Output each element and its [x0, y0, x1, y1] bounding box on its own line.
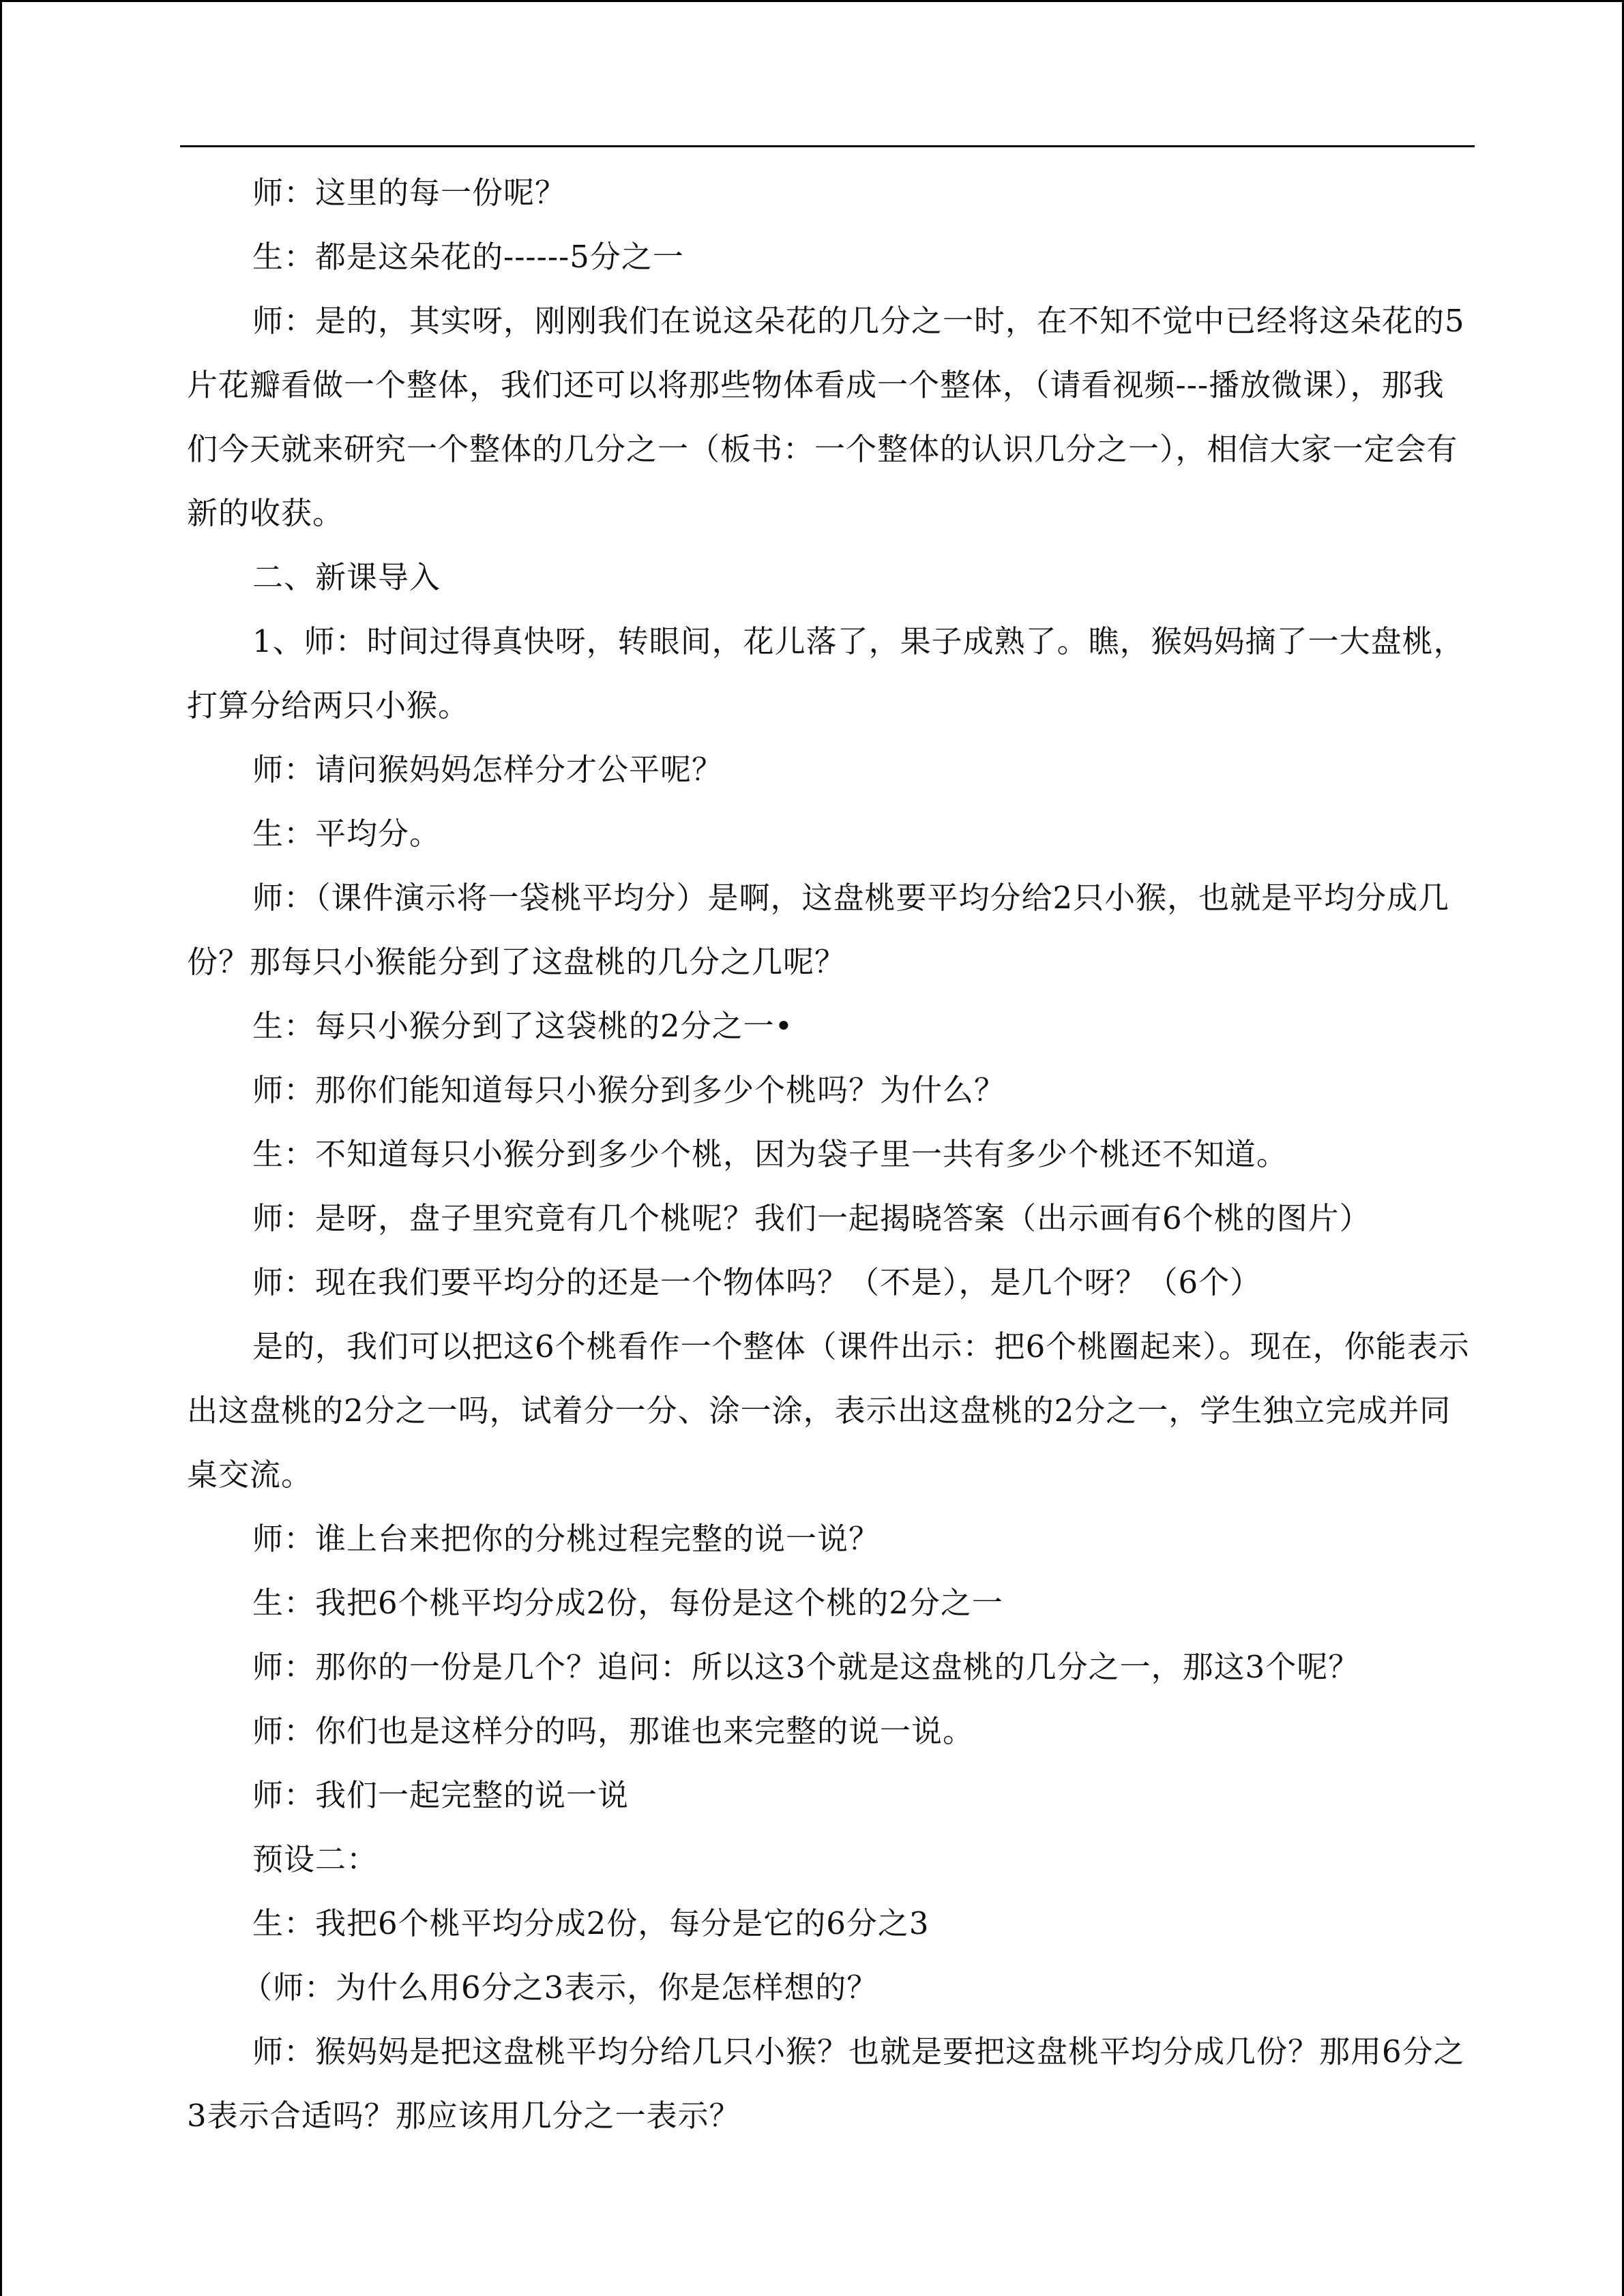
paragraph: （师：为什么用6分之3表示，你是怎样想的？ [241, 1969, 879, 2006]
paragraph: 师：那你们能知道每只小猴分到多少个桃吗？为什么？ [252, 1072, 1006, 1108]
paragraph: 师：现在我们要平均分的还是一个物体吗？（不是），是几个呀？（6个） [252, 1264, 1262, 1300]
paragraph: 师：猴妈妈是把这盘桃平均分给几只小猴？也就是要把这盘桃平均分成几份？那用6分之3表示合适吗？那应该用几分之一表示？ [187, 2033, 1465, 2134]
paragraph: 生：平均分。 [252, 816, 441, 852]
paragraph: 生：每只小猴分到了这袋桃的2分之一• [252, 1008, 794, 1044]
header-rule [180, 145, 1475, 147]
paragraph: 是的，我们可以把这6个桃看作一个整体（课件出示：把6个桃圈起来）。现在，你能表示出这盘桃的2分之一吗，试着分一分、涂一涂，表示出这盘桃的2分之一，学生独立完成并同桌交流。 [187, 1328, 1470, 1493]
paragraph: 师：我们一起完整的说一说 [252, 1777, 630, 1813]
section-heading: 二、新课导入 [252, 559, 441, 595]
document-body [187, 161, 1471, 2148]
paragraph: 师：那你的一份是几个？追问：所以这3个就是这盘桃的几分之一，那这3个呢？ [252, 1649, 1360, 1685]
paragraph: 生：我把6个桃平均分成2份，每分是它的6分之3 [252, 1905, 930, 1941]
paragraph: 师：是的，其实呀，刚刚我们在说这朵花的几分之一时，在不知不觉中已经将这朵花的5片花瓣看做一个整体，我们还可以将那些物体看成一个整体，（请看视频---播放微课），那我们今天就来研究一个整体的几分之一（板书：一个整体的认识几分之一），相信大家一定会有新的收获。 [187, 303, 1465, 531]
page-border-left [0, 0, 2, 2296]
page-border-top [0, 0, 1624, 2]
paragraph: 师：你们也是这样分的吗，那谁也来完整的说一说。 [252, 1713, 975, 1749]
paragraph: 生：不知道每只小猴分到多少个桃，因为袋子里一共有多少个桃还不知道。 [252, 1136, 1288, 1172]
paragraph: 师：（课件演示将一袋桃平均分）是啊，这盘桃要平均分给2只小猴，也就是平均分成几份？那每只小猴能分到了这盘桃的几分之几呢？ [187, 880, 1450, 980]
paragraph: 师：这里的每一份呢？ [252, 175, 567, 211]
paragraph: 生：我把6个桃平均分成2份，每份是这个桃的2分之一 [252, 1585, 1003, 1621]
paragraph: 生：都是这朵花的------5分之一 [252, 239, 684, 275]
paragraph: 预设二： [252, 1841, 379, 1877]
paragraph: 师：请问猴妈妈怎样分才公平呢？ [252, 751, 724, 788]
paragraph: 师：是呀，盘子里究竟有几个桃呢？我们一起揭晓答案（出示画有6个桃的图片） [252, 1200, 1371, 1236]
paragraph: 1、师：时间过得真快呀，转眼间，花儿落了，果子成熟了。瞧，猴妈妈摘了一大盘桃，打算分给两只小猴。 [187, 623, 1465, 724]
paragraph: 师：谁上台来把你的分桃过程完整的说一说？ [252, 1521, 881, 1557]
